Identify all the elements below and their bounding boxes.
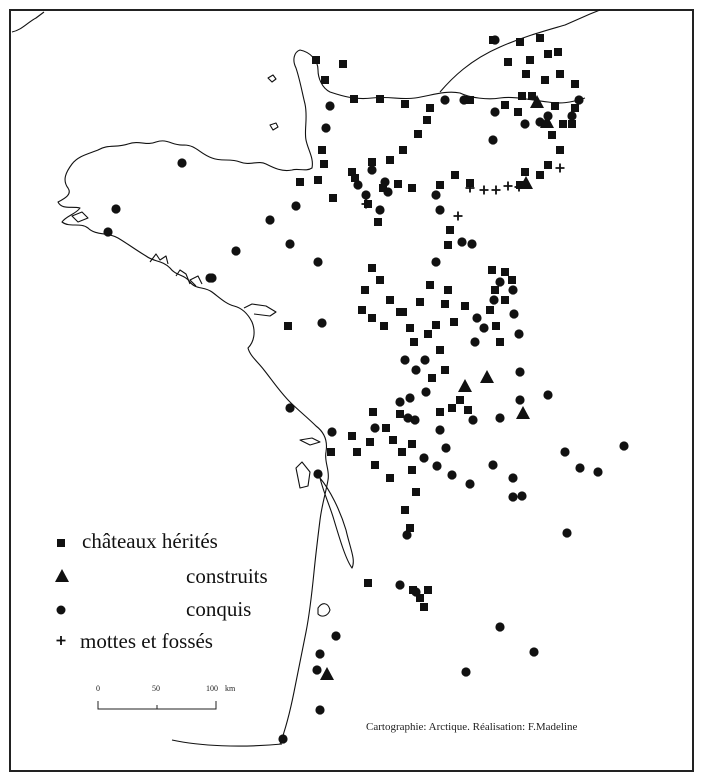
conquered-castle-marker bbox=[461, 667, 470, 676]
legend-triangle-symbol bbox=[55, 569, 69, 582]
conquered-castle-marker bbox=[472, 313, 481, 322]
heritage-castle-marker bbox=[444, 241, 452, 249]
motte-marker bbox=[454, 212, 463, 221]
conquered-castle-marker bbox=[488, 460, 497, 469]
coastline-gironde bbox=[320, 478, 353, 568]
conquered-castle-marker bbox=[431, 257, 440, 266]
conquered-castle-marker bbox=[265, 215, 274, 224]
conquered-castle-marker bbox=[411, 587, 420, 596]
conquered-castle-marker bbox=[459, 95, 468, 104]
heritage-castle-marker bbox=[329, 194, 337, 202]
conquered-castle-marker bbox=[367, 165, 376, 174]
heritage-castle-marker bbox=[424, 330, 432, 338]
heritage-castle-marker bbox=[416, 298, 424, 306]
conquered-castle-marker bbox=[405, 393, 414, 402]
conquered-castle-marker bbox=[490, 35, 499, 44]
heritage-castle-marker bbox=[369, 408, 377, 416]
heritage-castle-marker bbox=[312, 56, 320, 64]
conquered-castle-marker bbox=[574, 95, 583, 104]
heritage-castle-marker bbox=[386, 474, 394, 482]
heritage-castle-marker bbox=[371, 461, 379, 469]
island-re bbox=[300, 438, 320, 445]
heritage-castle-marker bbox=[444, 286, 452, 294]
conquered-castle-marker bbox=[488, 135, 497, 144]
conquered-castle-marker bbox=[313, 257, 322, 266]
conquered-castle-marker bbox=[325, 101, 334, 110]
heritage-castle-marker bbox=[364, 579, 372, 587]
heritage-castle-marker bbox=[450, 318, 458, 326]
coastline-cornwall bbox=[12, 12, 44, 32]
conquered-castle-marker bbox=[517, 491, 526, 500]
legend-square-symbol bbox=[57, 539, 65, 547]
heritage-castle-marker bbox=[518, 92, 526, 100]
heritage-castle-marker bbox=[501, 296, 509, 304]
coastline-england bbox=[440, 10, 600, 92]
heritage-castle-marker bbox=[571, 104, 579, 112]
heritage-castle-marker bbox=[441, 300, 449, 308]
heritage-castle-marker bbox=[414, 130, 422, 138]
conquered-castle-marker bbox=[457, 237, 466, 246]
heritage-castle-marker bbox=[358, 306, 366, 314]
heritage-castle-marker bbox=[436, 346, 444, 354]
heritage-castle-marker bbox=[544, 50, 552, 58]
conquered-castle-marker bbox=[411, 365, 420, 374]
conquered-castle-marker bbox=[285, 239, 294, 248]
legend-circle-symbol bbox=[57, 606, 66, 615]
scale-unit: km bbox=[225, 684, 236, 693]
heritage-castle-marker bbox=[376, 276, 384, 284]
heritage-castle-marker bbox=[314, 176, 322, 184]
built-castle-marker bbox=[458, 379, 472, 392]
coastline-landes bbox=[172, 740, 282, 746]
heritage-castle-marker bbox=[376, 95, 384, 103]
conquered-castle-marker bbox=[395, 580, 404, 589]
heritage-castle-marker bbox=[492, 322, 500, 330]
heritage-castle-marker bbox=[461, 302, 469, 310]
conquered-castle-marker bbox=[315, 649, 324, 658]
conquered-castle-marker bbox=[291, 201, 300, 210]
island-jersey bbox=[268, 75, 276, 82]
heritage-castle-marker bbox=[556, 146, 564, 154]
heritage-castle-marker bbox=[571, 80, 579, 88]
heritage-castle-marker bbox=[446, 226, 454, 234]
heritage-castle-marker bbox=[501, 101, 509, 109]
conquered-castle-marker bbox=[312, 665, 321, 674]
conquered-castle-marker bbox=[441, 443, 450, 452]
conquered-castle-marker bbox=[361, 190, 370, 199]
heritage-castle-marker bbox=[486, 306, 494, 314]
conquered-castle-marker bbox=[447, 470, 456, 479]
heritage-castle-marker bbox=[464, 406, 472, 414]
conquered-castle-marker bbox=[370, 423, 379, 432]
conquered-castle-marker bbox=[321, 123, 330, 132]
built-castle-marker bbox=[320, 667, 334, 680]
heritage-castle-marker bbox=[441, 366, 449, 374]
motte-marker bbox=[480, 186, 489, 195]
conquered-castle-marker bbox=[103, 227, 112, 236]
conquered-castle-marker bbox=[383, 187, 392, 196]
conquered-castle-marker bbox=[313, 469, 322, 478]
conquered-castle-marker bbox=[514, 329, 523, 338]
conquered-castle-marker bbox=[520, 119, 529, 128]
conquered-castle-marker bbox=[419, 453, 428, 462]
conquered-castle-marker bbox=[560, 447, 569, 456]
heritage-castle-marker bbox=[536, 34, 544, 42]
conquered-castle-marker bbox=[508, 285, 517, 294]
heritage-castle-marker bbox=[406, 324, 414, 332]
heritage-castle-marker bbox=[528, 92, 536, 100]
heritage-castle-marker bbox=[491, 286, 499, 294]
conquered-castle-marker bbox=[205, 273, 214, 282]
heritage-castle-marker bbox=[436, 408, 444, 416]
conquered-castle-marker bbox=[410, 415, 419, 424]
scale-label-50: 50 bbox=[152, 684, 160, 693]
conquered-castle-marker bbox=[231, 246, 240, 255]
map-credit: Cartographie: Arctique. Réalisation: F.Madeline bbox=[366, 721, 578, 733]
heritage-castle-marker bbox=[320, 160, 328, 168]
heritage-castle-marker bbox=[544, 161, 552, 169]
island-guernsey bbox=[270, 123, 278, 130]
heritage-castle-marker bbox=[526, 56, 534, 64]
heritage-castle-marker bbox=[284, 322, 292, 330]
heritage-castle-marker bbox=[368, 314, 376, 322]
conquered-castle-marker bbox=[562, 528, 571, 537]
conquered-castle-marker bbox=[495, 413, 504, 422]
conquered-castle-marker bbox=[495, 277, 504, 286]
conquered-castle-marker bbox=[400, 355, 409, 364]
built-castle-marker bbox=[480, 370, 494, 383]
legend-heritage-label: châteaux hérités bbox=[82, 529, 218, 553]
heritage-castle-marker bbox=[501, 268, 509, 276]
heritage-castle-marker bbox=[504, 58, 512, 66]
heritage-castle-marker bbox=[353, 448, 361, 456]
heritage-castle-marker bbox=[420, 603, 428, 611]
heritage-castle-marker bbox=[396, 308, 404, 316]
heritage-castle-marker bbox=[350, 95, 358, 103]
motte-marker bbox=[492, 186, 501, 195]
conquered-castle-marker bbox=[111, 204, 120, 213]
heritage-castle-marker bbox=[456, 396, 464, 404]
heritage-castle-marker bbox=[327, 448, 335, 456]
heritage-castle-marker bbox=[386, 296, 394, 304]
heritage-castle-marker bbox=[321, 76, 329, 84]
conquered-castle-marker bbox=[490, 107, 499, 116]
island-oleron bbox=[296, 462, 310, 488]
conquered-castle-marker bbox=[515, 367, 524, 376]
heritage-castle-marker bbox=[516, 38, 524, 46]
heritage-castle-marker bbox=[408, 440, 416, 448]
conquered-castle-marker bbox=[468, 415, 477, 424]
conquered-castle-marker bbox=[489, 295, 498, 304]
conquered-castle-marker bbox=[440, 95, 449, 104]
conquered-castle-marker bbox=[479, 323, 488, 332]
heritage-castle-marker bbox=[448, 404, 456, 412]
built-castle-marker bbox=[516, 406, 530, 419]
heritage-castle-marker bbox=[361, 286, 369, 294]
heritage-castle-marker bbox=[348, 432, 356, 440]
conquered-castle-marker bbox=[470, 337, 479, 346]
scale-bar bbox=[98, 701, 216, 709]
conquered-castle-marker bbox=[432, 461, 441, 470]
conquered-castle-marker bbox=[375, 205, 384, 214]
conquered-castle-marker bbox=[431, 190, 440, 199]
conquered-castle-marker bbox=[567, 111, 576, 120]
heritage-castle-marker bbox=[426, 104, 434, 112]
conquered-castle-marker bbox=[515, 395, 524, 404]
heritage-castle-marker bbox=[514, 108, 522, 116]
heritage-castle-marker bbox=[389, 436, 397, 444]
heritage-castle-marker bbox=[412, 488, 420, 496]
heritage-castle-marker bbox=[424, 586, 432, 594]
heritage-castle-marker bbox=[368, 158, 376, 166]
heritage-castle-marker bbox=[488, 266, 496, 274]
heritage-castle-marker bbox=[436, 181, 444, 189]
heritage-castle-marker bbox=[296, 178, 304, 186]
heritage-castle-marker bbox=[374, 218, 382, 226]
heritage-castle-marker bbox=[508, 276, 516, 284]
heritage-castle-marker bbox=[366, 438, 374, 446]
heritage-castle-marker bbox=[423, 116, 431, 124]
conquered-castle-marker bbox=[435, 425, 444, 434]
conquered-castle-marker bbox=[327, 427, 336, 436]
conquered-castle-marker bbox=[317, 318, 326, 327]
heritage-castle-marker bbox=[401, 506, 409, 514]
heritage-castle-marker bbox=[408, 466, 416, 474]
heritage-castle-marker bbox=[451, 171, 459, 179]
heritage-castle-marker bbox=[401, 100, 409, 108]
conquered-castle-marker bbox=[315, 705, 324, 714]
conquered-castle-marker bbox=[467, 239, 476, 248]
conquered-castle-marker bbox=[421, 387, 430, 396]
conquered-castle-marker bbox=[278, 734, 287, 743]
scale-label-100: 100 bbox=[206, 684, 218, 693]
motte-marker bbox=[504, 182, 513, 191]
heritage-castle-marker bbox=[398, 448, 406, 456]
heritage-castle-marker bbox=[556, 70, 564, 78]
heritage-castle-marker bbox=[548, 131, 556, 139]
heritage-castle-marker bbox=[496, 338, 504, 346]
motte-marker bbox=[556, 164, 565, 173]
conquered-castle-marker bbox=[353, 180, 362, 189]
conquered-castle-marker bbox=[509, 309, 518, 318]
heritage-castle-marker bbox=[318, 146, 326, 154]
conquered-castle-marker bbox=[529, 647, 538, 656]
heritage-castle-marker bbox=[426, 281, 434, 289]
conquered-castle-marker bbox=[395, 397, 404, 406]
conquered-castle-marker bbox=[402, 530, 411, 539]
heritage-castle-marker bbox=[394, 180, 402, 188]
legend-cross-symbol bbox=[57, 636, 66, 645]
heritage-castle-marker bbox=[521, 168, 529, 176]
legend-built-label: construits bbox=[186, 564, 268, 588]
heritage-castle-marker bbox=[428, 374, 436, 382]
legend-conquered-label: conquis bbox=[186, 597, 252, 621]
heritage-castle-marker bbox=[410, 338, 418, 346]
heritage-castle-marker bbox=[541, 76, 549, 84]
heritage-castle-marker bbox=[399, 146, 407, 154]
conquered-castle-marker bbox=[380, 177, 389, 186]
heritage-castle-marker bbox=[554, 48, 562, 56]
heritage-castle-marker bbox=[559, 120, 567, 128]
heritage-castle-marker bbox=[339, 60, 347, 68]
arcachon-bay bbox=[318, 604, 330, 616]
coastline-brittany-bays bbox=[72, 212, 276, 316]
conquered-castle-marker bbox=[465, 479, 474, 488]
conquered-castle-marker bbox=[508, 492, 517, 501]
heritage-castle-marker bbox=[536, 171, 544, 179]
heritage-castle-marker bbox=[380, 322, 388, 330]
conquered-castle-marker bbox=[420, 355, 429, 364]
heritage-castle-marker bbox=[386, 156, 394, 164]
conquered-castle-marker bbox=[177, 158, 186, 167]
scale-label-0: 0 bbox=[96, 684, 100, 693]
conquered-castle-marker bbox=[593, 467, 602, 476]
conquered-castle-marker bbox=[495, 622, 504, 631]
conquered-castle-marker bbox=[508, 473, 517, 482]
heritage-castle-marker bbox=[382, 424, 390, 432]
conquered-castle-marker bbox=[619, 441, 628, 450]
heritage-castle-marker bbox=[551, 102, 559, 110]
heritage-castle-marker bbox=[522, 70, 530, 78]
conquered-castle-marker bbox=[543, 390, 552, 399]
heritage-castle-marker bbox=[368, 264, 376, 272]
heritage-castle-marker bbox=[568, 120, 576, 128]
heritage-castle-marker bbox=[432, 321, 440, 329]
heritage-castle-marker bbox=[396, 410, 404, 418]
conquered-castle-marker bbox=[575, 463, 584, 472]
conquered-castle-marker bbox=[331, 631, 340, 640]
conquered-castle-marker bbox=[285, 403, 294, 412]
conquered-castle-marker bbox=[435, 205, 444, 214]
heritage-castle-marker bbox=[408, 184, 416, 192]
legend-mottes-label: mottes et fossés bbox=[80, 629, 213, 653]
